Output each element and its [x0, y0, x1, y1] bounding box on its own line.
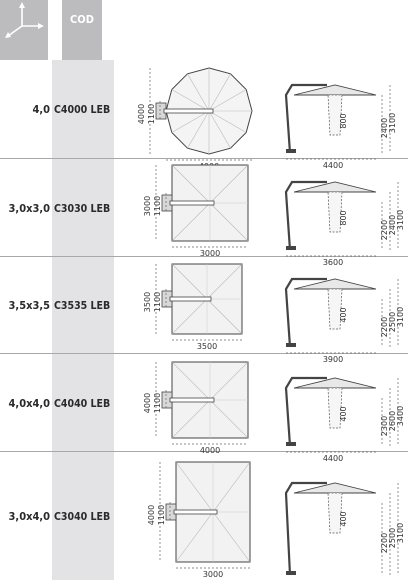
code-cell: C4040 LEB [54, 398, 111, 410]
code-cell: C3535 LEB [54, 300, 111, 312]
arm [164, 109, 213, 113]
height-label: 2200 [380, 316, 389, 338]
size-cell: 3,5x3,5 [8, 299, 50, 312]
side-width-label: 3900 [322, 355, 344, 364]
pole-foot [286, 246, 296, 250]
height-label: 2400 [380, 117, 389, 139]
arm-length-label: 1100 [157, 504, 166, 526]
pole [286, 483, 327, 575]
height-label: 2400 [388, 214, 397, 236]
arm [170, 297, 211, 301]
plan-depth-label: 4000 [137, 103, 146, 125]
plan-depth-label: 3000 [143, 195, 152, 217]
height-label: 2200 [380, 532, 389, 554]
height-label: 2200 [380, 219, 389, 241]
side-width-label: 4400 [322, 161, 344, 170]
plan-width-label: 3500 [196, 342, 218, 351]
drop-height-label: 400 [339, 307, 348, 323]
code-cell: C3030 LEB [54, 203, 111, 215]
side-width-label: 4400 [322, 454, 344, 463]
arm-length-label: 1100 [147, 103, 156, 125]
arm [174, 510, 217, 514]
size-cell: 4,0x4,0 [8, 397, 50, 410]
side-width-label: 3600 [322, 258, 344, 267]
height-label: 3100 [388, 112, 397, 134]
canopy-side [294, 85, 376, 95]
height-label: 3100 [396, 522, 405, 544]
arm [170, 201, 214, 205]
height-label: 3400 [396, 405, 405, 427]
height-label: 2300 [380, 415, 389, 437]
plan-width-label: 3000 [199, 249, 221, 258]
arm-length-label: 1100 [153, 392, 162, 414]
height-label: 2500 [388, 527, 397, 549]
height-label: 2500 [388, 311, 397, 333]
canopy-side [294, 182, 376, 192]
pole-foot [286, 442, 296, 446]
code-cell: C3040 LEB [54, 511, 111, 523]
drop-height-label: 400 [339, 406, 348, 422]
code-cell: C4000 LEB [54, 104, 111, 116]
height-label: 2600 [388, 410, 397, 432]
drop-height-label: 800 [339, 210, 348, 226]
plan-width-label: 4000 [199, 446, 221, 455]
plan-width-label: 3000 [202, 570, 224, 579]
canopy-side [294, 483, 376, 493]
height-label: 3100 [396, 209, 405, 231]
size-cell: 3,0x4,0 [8, 510, 50, 523]
canopy-side [294, 378, 376, 388]
plan-depth-label: 3500 [143, 291, 152, 313]
pole-foot [286, 571, 296, 575]
drop-height-label: 800 [339, 113, 348, 129]
pole-foot [286, 343, 296, 347]
plan-depth-label: 4000 [147, 504, 156, 526]
cod-header-label: COD [70, 13, 94, 26]
size-cell: 3,0x3,0 [8, 202, 50, 215]
arm-length-label: 1100 [153, 195, 162, 217]
height-label: 3100 [396, 306, 405, 328]
drop-height-label: 400 [339, 511, 348, 527]
plan-depth-label: 4000 [143, 392, 152, 414]
arm [170, 398, 214, 402]
pole-foot [286, 149, 296, 153]
arm-length-label: 1100 [153, 291, 162, 313]
size-cell: 4,0 [32, 103, 50, 116]
canopy-side [294, 279, 376, 289]
